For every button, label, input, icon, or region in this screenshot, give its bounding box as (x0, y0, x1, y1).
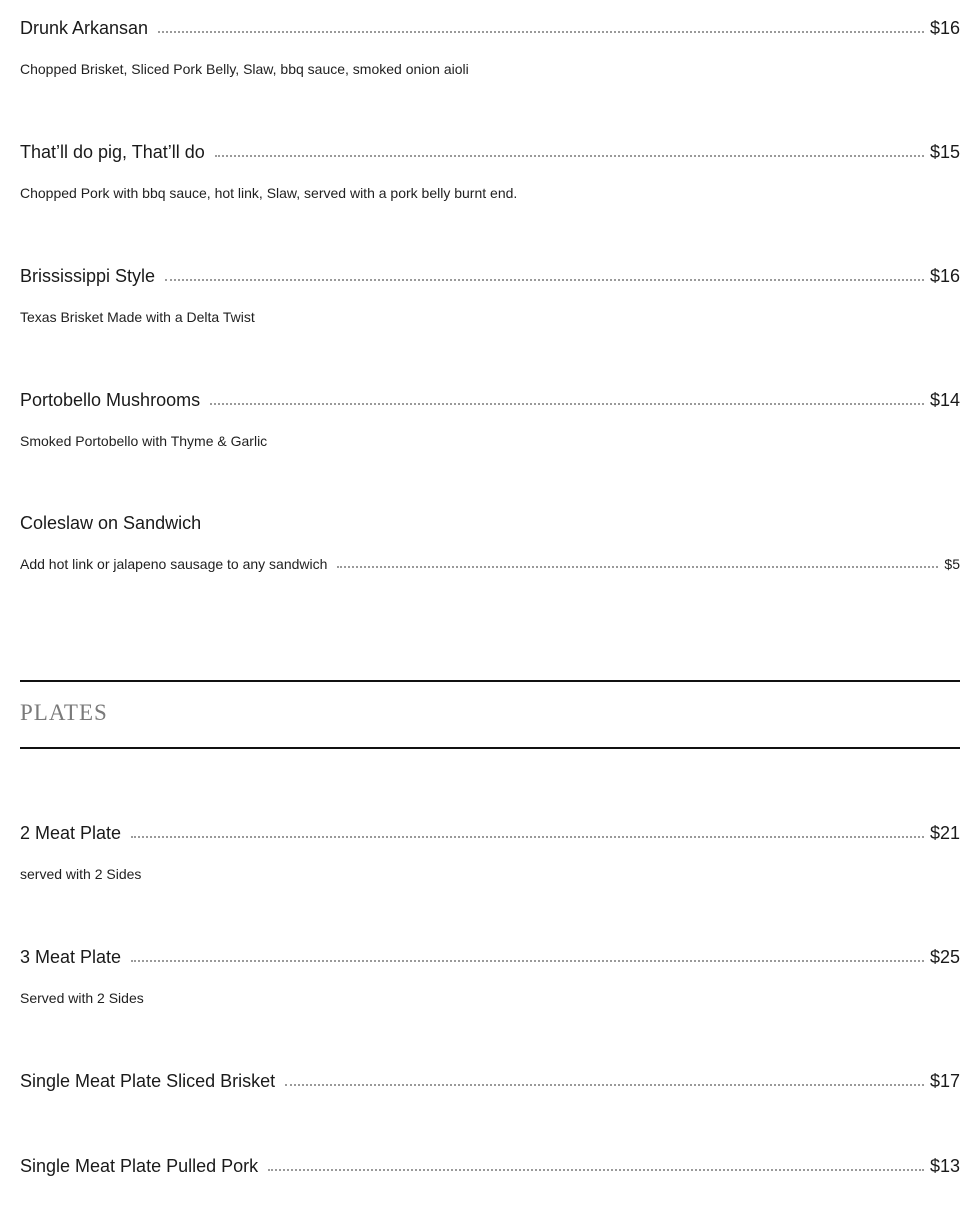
menu-item (20, 1071, 960, 1092)
dotted-leader (215, 155, 924, 157)
item-price: $14 (929, 390, 960, 410)
menu-item (20, 513, 960, 572)
item-description: Chopped Brisket, Sliced Pork Belly, Slaw, bbq sauce, smoked onion aioli (20, 61, 469, 77)
dotted-leader (337, 566, 938, 568)
item-price: $16 (929, 266, 960, 286)
menu-item (20, 390, 960, 449)
dotted-leader (268, 1169, 924, 1171)
dotted-leader (131, 836, 924, 838)
item-description: served with 2 Sides (20, 866, 142, 882)
menu-item-row (20, 390, 960, 411)
item-name: Brississippi Style (20, 266, 156, 286)
menu-item-row (20, 513, 960, 534)
item-name: 2 Meat Plate (20, 823, 122, 843)
menu-item (20, 266, 960, 325)
section-divider-top (20, 680, 960, 682)
menu-item-row (20, 823, 960, 844)
menu-item (20, 947, 960, 1006)
item-price: $15 (929, 142, 960, 162)
item-description: Texas Brisket Made with a Delta Twist (20, 309, 255, 325)
menu-item (20, 823, 960, 882)
section-divider-bottom (20, 747, 960, 749)
item-price: $5 (944, 556, 960, 572)
item-name: Coleslaw on Sandwich (20, 513, 202, 533)
item-name: Single Meat Plate Pulled Pork (20, 1156, 259, 1176)
menu-item (20, 142, 960, 201)
menu-item-row (20, 266, 960, 287)
item-description: Add hot link or jalapeno sausage to any sandwich (20, 556, 328, 572)
item-name: Drunk Arkansan (20, 18, 149, 38)
item-price: $16 (929, 18, 960, 38)
menu-item-row (20, 947, 960, 968)
dotted-leader (158, 31, 924, 33)
menu-item-row (20, 1156, 960, 1177)
dotted-leader (165, 279, 924, 281)
menu-item-row (20, 142, 960, 163)
item-name: Single Meat Plate Sliced Brisket (20, 1071, 276, 1091)
menu-item (20, 1156, 960, 1177)
item-name: 3 Meat Plate (20, 947, 122, 967)
item-price: $13 (929, 1156, 960, 1176)
item-price: $21 (929, 823, 960, 843)
dotted-leader (131, 960, 924, 962)
dotted-leader (210, 403, 924, 405)
item-price: $17 (929, 1071, 960, 1091)
item-name: Portobello Mushrooms (20, 390, 201, 410)
menu-item (20, 18, 960, 77)
menu-item-row (20, 1071, 960, 1092)
item-name: That’ll do pig, That’ll do (20, 142, 205, 162)
menu-item-row (20, 18, 960, 39)
item-description: Served with 2 Sides (20, 990, 144, 1006)
dotted-leader (285, 1084, 924, 1086)
item-description: Smoked Portobello with Thyme & Garlic (20, 433, 268, 449)
item-price: $25 (929, 947, 960, 967)
section-title: PLATES (20, 700, 108, 725)
item-description: Chopped Pork with bbq sauce, hot link, Slaw, served with a pork belly burnt end. (20, 185, 518, 201)
addon-row (20, 556, 960, 572)
